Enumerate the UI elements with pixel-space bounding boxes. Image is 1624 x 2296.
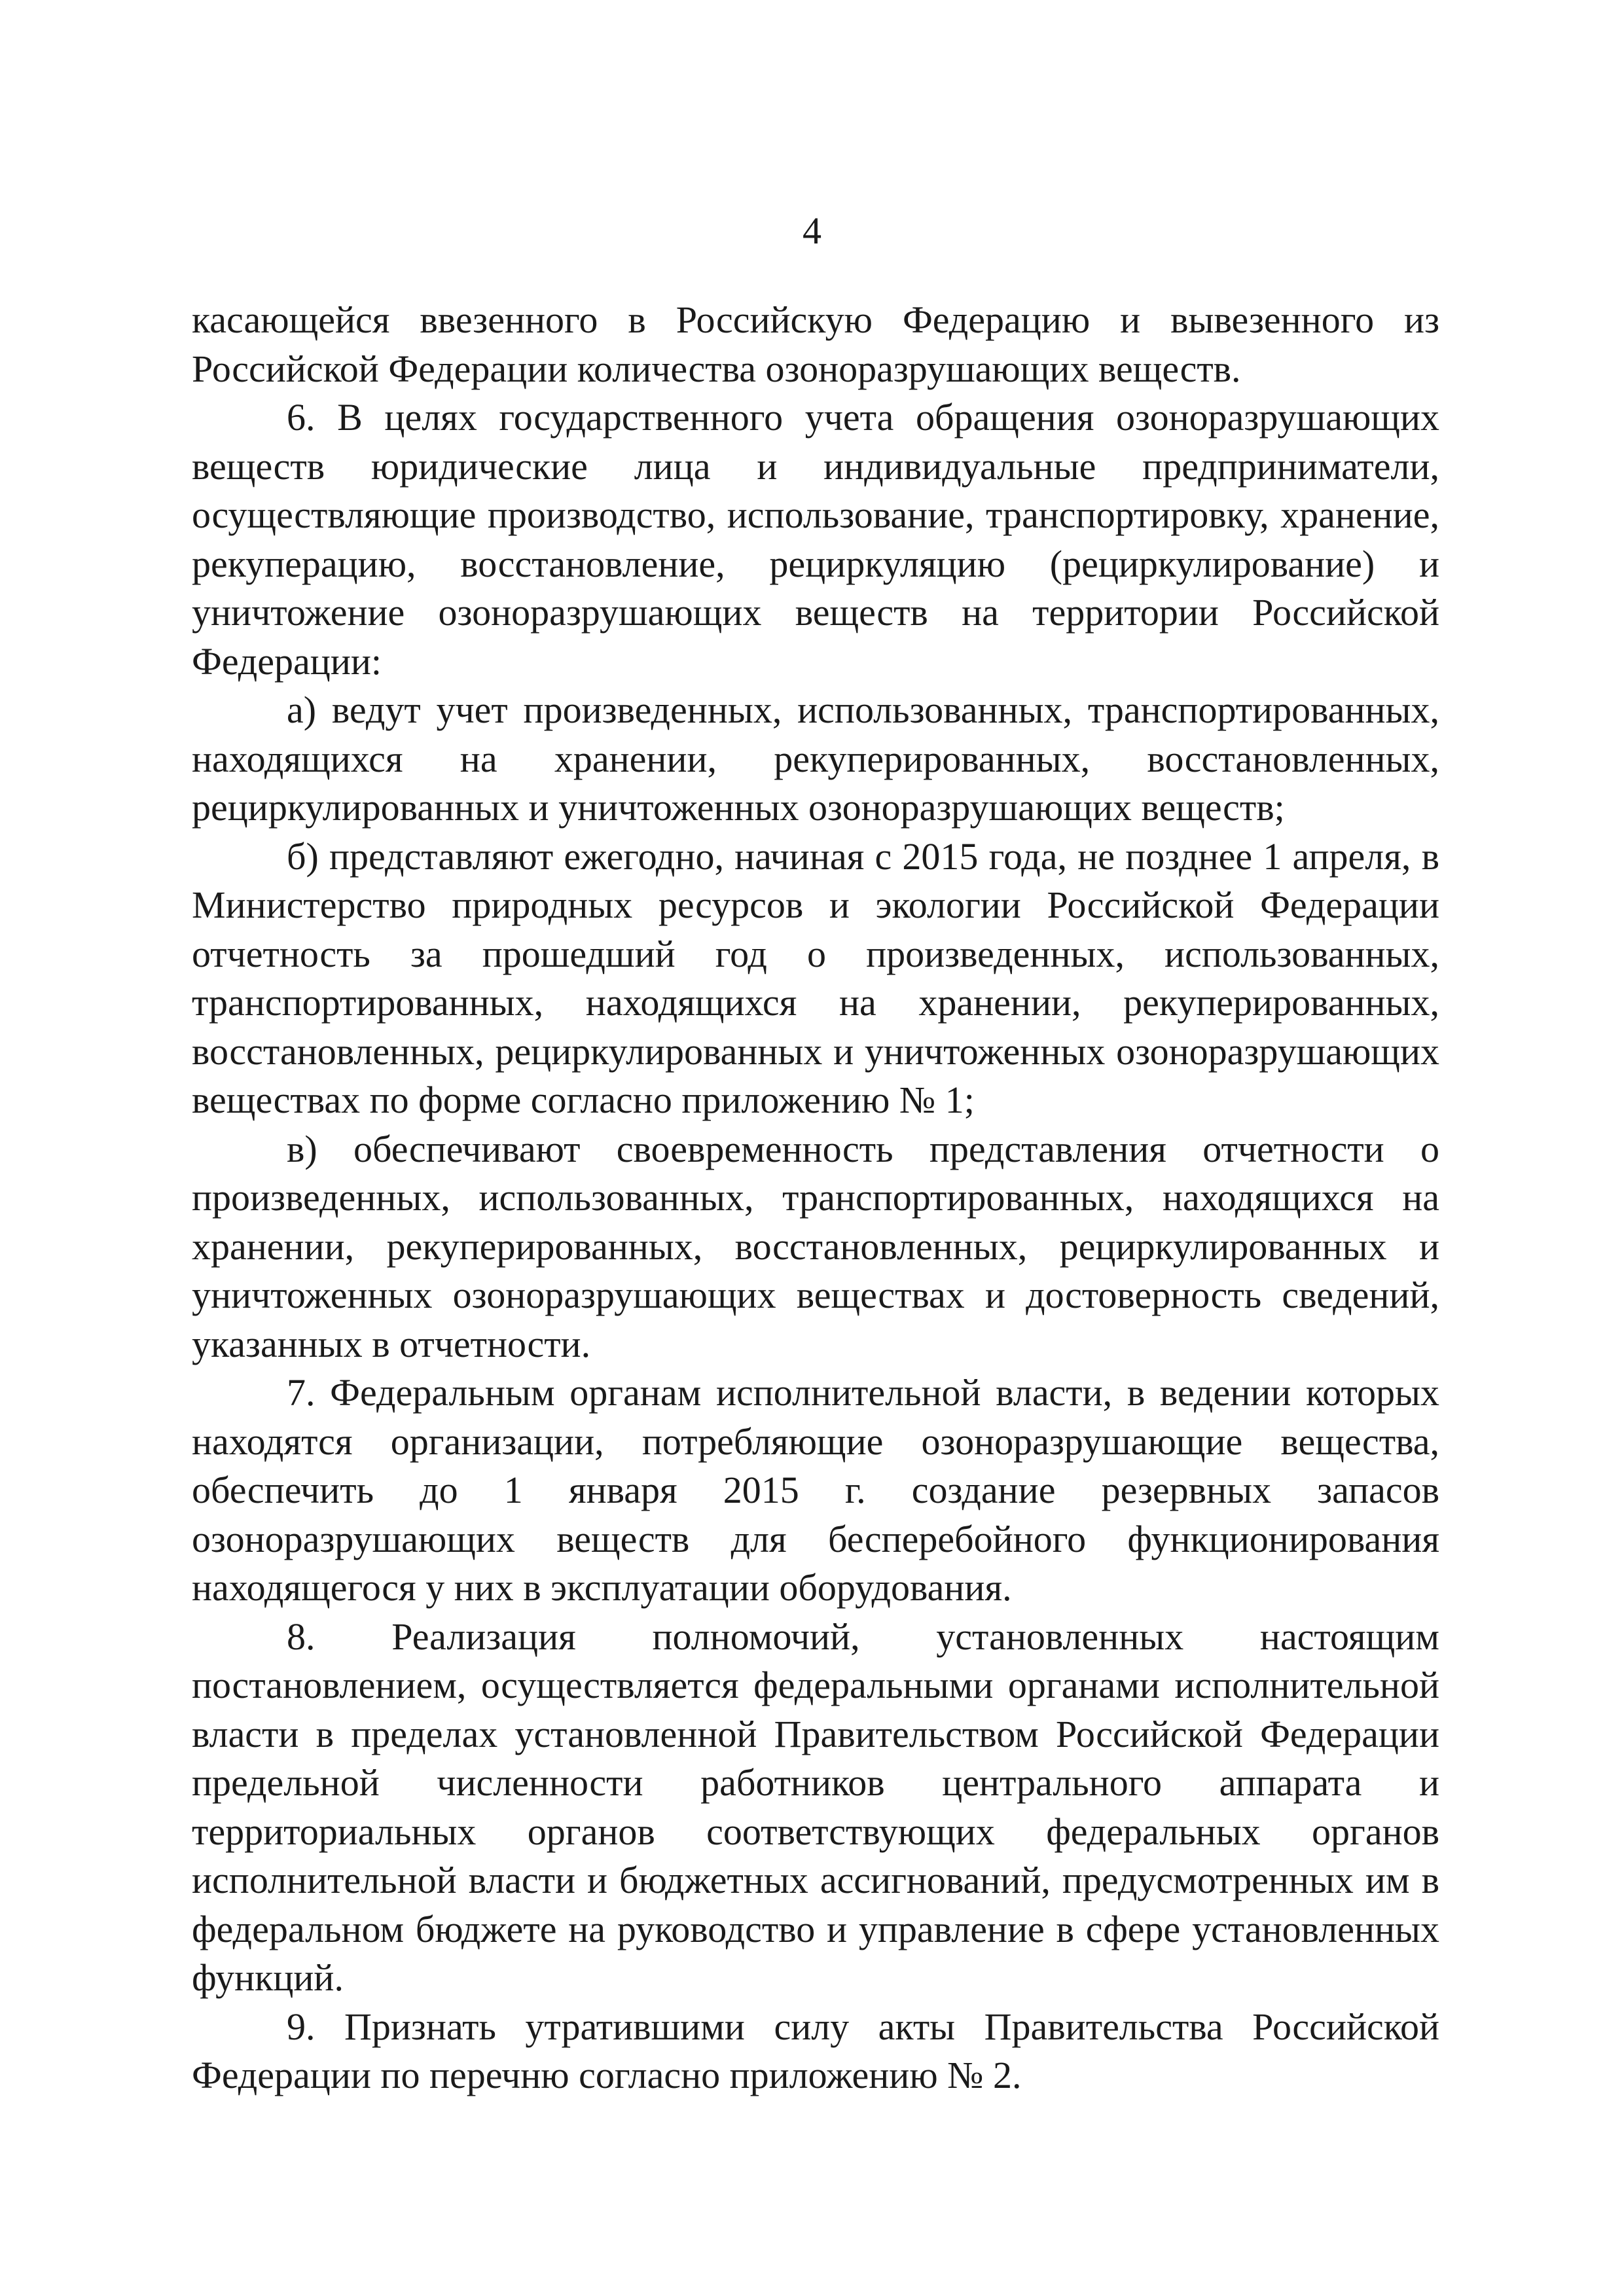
paragraph-item-6c: в) обеспечивают своевременность представления отчетности о произведенных, использованных, транспортированных, находящихся на хранении, рекуперированных, восстановленных, рециркулированных и уничтоженных озоноразрушающих веществах и достоверность сведений, указанных в отчетности. [192, 1127, 1439, 1365]
document-body [192, 296, 1439, 2100]
paragraph-item-7: 7. Федеральным органам исполнительной власти, в ведении которых находятся организации, потребляющие озоноразрушающие вещества, обеспечить до 1 января 2015 г. создание резервных запасов озоноразрушающих веществ для бесперебойного функционирования находящегося у них в эксплуатации оборудования. [192, 1371, 1439, 1609]
paragraph-item-6a: а) ведут учет произведенных, использованных, транспортированных, находящихся на хранении, рекуперированных, восстановленных, рециркулированных и уничтоженных озоноразрушающих веществ; [192, 689, 1439, 829]
paragraph-item-9: 9. Признать утратившими силу акты Правительства Российской Федерации по перечню согласно приложению № 2. [192, 2005, 1439, 2096]
paragraph-continuation: касающейся ввезенного в Российскую Федерацию и вывезенного из Российской Федерации количества озоноразрушающих веществ. [192, 298, 1439, 390]
paragraph-item-8: 8. Реализация полномочий, установленных настоящим постановлением, осуществляется федеральными органами исполнительной власти в пределах установленной Правительством Российской Федерации предельной численности работников центрального аппарата и территориальных органов соответствующих федеральных органов исполнительной власти и бюджетных ассигнований, предусмотренных им в федеральном бюджете на руководство и управление в сфере установленных функций. [192, 1615, 1439, 1999]
page-number: 4 [803, 209, 821, 252]
paragraph-item-6: 6. В целях государственного учета обращения озоноразрушающих веществ юридические лица и индивидуальные предприниматели, осуществляющие производство, использование, транспортировку, хранение, рекуперацию, восстановление, рециркуляцию (рециркулирование) и уничтожение озоноразрушающих веществ на территории Российской Федерации: [192, 396, 1439, 683]
paragraph-item-6b: б) представляют ежегодно, начиная с 2015 года, не позднее 1 апреля, в Министерство природных ресурсов и экологии Российской Федерации отчетность за прошедший год о произведенных, использованных, транспортированных, находящихся на хранении, рекуперированных, восстановленных, рециркулированных и уничтоженных озоноразрушающих веществах по форме согласно приложению № 1; [192, 834, 1439, 1121]
